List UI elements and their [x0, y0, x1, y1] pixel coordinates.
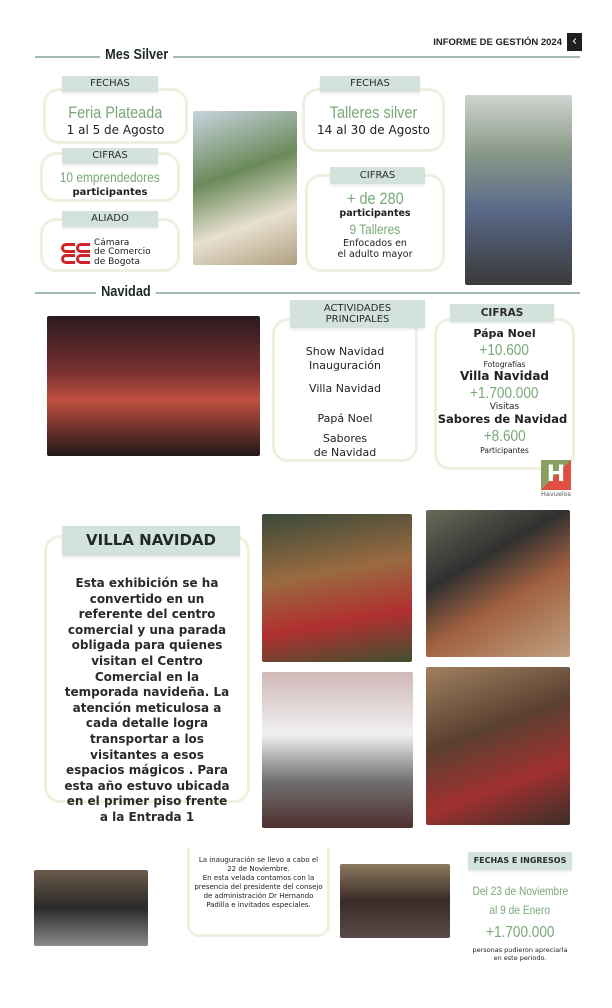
- section-title-mes-silver: Mes Silver: [100, 46, 173, 63]
- inauguracion-text: La inauguración se llevo a cabo el 22 de Noviembre.: [198, 856, 319, 874]
- cifras-tab: CIFRAS: [330, 167, 425, 184]
- ingresos-desc: personas pudieron apreciarla en este periodo.: [472, 946, 568, 962]
- talleres-box: [302, 88, 445, 152]
- fechas-tab: FECHAS: [320, 76, 420, 92]
- feria-name: Feria Plateada: [68, 103, 163, 122]
- talleres-desc: el adulto mayor: [337, 249, 413, 260]
- cifras-value: 10 emprendedores: [60, 169, 160, 185]
- participantes-value: + de 280: [346, 189, 404, 208]
- actividad-item: Papá Noel: [317, 411, 373, 425]
- show-navidad-photo: [47, 316, 260, 456]
- cifra-label: Fotografías: [483, 360, 526, 369]
- camara-comercio-logo: Cámara de Comercio de Bogota: [61, 239, 151, 267]
- talleres-name: Talleres silver: [329, 103, 418, 122]
- cifra-heading: Sabores de Navidad: [437, 412, 568, 426]
- aliado-tab: ALIADO: [62, 211, 158, 227]
- villa-photo: [262, 672, 413, 828]
- villa-navidad-text: Esta exhibición se ha convertido en un referente del centro comercial y una parada obligada para quienes visitan el Centro Comercial en la temporada navideña. La atención meticulosa a cada detalle logra transportar a los visitantes a esos espacios mágicos . Para esta año estuvo ubicada en el primer piso frente a la Entrada 1: [64, 576, 230, 824]
- actividades-tab: ACTIVIDADES PRINCIPALES: [290, 300, 425, 328]
- actividad-item: Sabores: [322, 432, 368, 446]
- feria-box: [43, 88, 188, 144]
- cifra-label: Participantes: [480, 446, 529, 455]
- inauguracion-text: En esta velada contamos con la presencia del presidente del consejo de administración Dr Hernando Padilla e invitados especiales.: [194, 874, 323, 910]
- cifra-label: Visitas: [489, 402, 520, 412]
- inauguracion-box: [187, 848, 330, 937]
- cifras-navidad-box: [434, 318, 575, 470]
- fechas-ingresos: [460, 880, 580, 962]
- villa-photo: [426, 510, 570, 657]
- section-title-navidad: Navidad: [96, 283, 156, 300]
- villa-photo: [426, 667, 570, 825]
- villa-navidad-box: [44, 535, 250, 824]
- actividad-item: Show Navidad: [305, 345, 385, 358]
- cifras-talleres-box: [305, 174, 445, 272]
- cifra-value: +10.600: [479, 342, 530, 359]
- havuelos-logo: H Havuelos: [540, 462, 571, 498]
- report-title: INFORME DE GESTIÓN 2024: [433, 37, 562, 48]
- actividad-item: Villa Navidad: [309, 381, 381, 395]
- participantes-label: participantes: [339, 208, 411, 219]
- talleres-photo: [465, 95, 572, 285]
- chevron-left-icon: ‹: [571, 34, 578, 49]
- cifras-tab: CIFRAS: [62, 148, 158, 164]
- feria-photo: [193, 111, 297, 265]
- fechas-dates: al 9 de Enero: [489, 903, 551, 917]
- cifra-heading: Villa Navidad: [459, 369, 550, 383]
- inauguracion-photo: [34, 870, 148, 946]
- fechas-dates: Del 23 de Noviembre: [472, 884, 568, 898]
- actividad-item: de Navidad: [313, 446, 377, 460]
- fechas-tab: FECHAS: [62, 76, 158, 92]
- cifra-value: +8.600: [483, 428, 526, 445]
- actividad-item: Inauguración: [309, 359, 381, 373]
- cifra-heading: Pápa Noel: [473, 327, 536, 340]
- cifras-label: participantes: [72, 187, 148, 198]
- talleres-desc: Enfocados en: [343, 238, 407, 249]
- villa-navidad-title: VILLA NAVIDAD: [62, 526, 240, 556]
- back-button[interactable]: [567, 33, 582, 51]
- cifra-value: +1.700.000: [470, 385, 539, 402]
- invitados-photo: [340, 864, 450, 938]
- talleres-dates: 14 al 30 de Agosto: [317, 123, 430, 137]
- fechas-ingresos-tab: FECHAS E INGRESOS: [468, 852, 572, 870]
- ingresos-value: +1.700.000: [485, 924, 555, 941]
- actividades-box: [272, 318, 418, 462]
- feria-dates: 1 al 5 de Agosto: [66, 123, 165, 137]
- talleres-count: 9 Talleres: [349, 221, 401, 237]
- cifras-tab: CIFRAS: [450, 304, 554, 322]
- villa-photo: [262, 514, 412, 662]
